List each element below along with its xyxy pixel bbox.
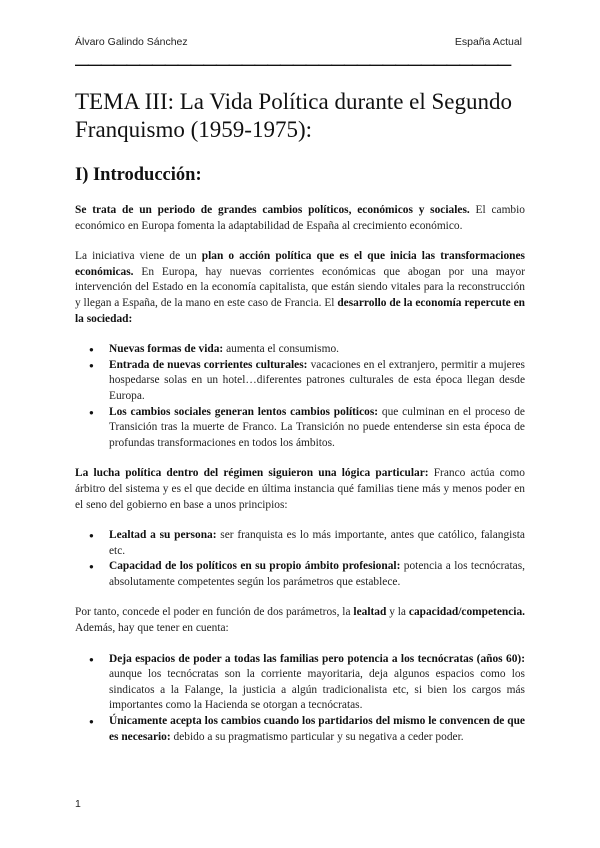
header-author: Álvaro Galindo Sánchez <box>75 36 188 48</box>
paragraph-text: Además, hay que tener en cuenta: <box>75 622 229 635</box>
list-item-text: aunque los tecnócratas son la corriente mayoritaria, deja algunos espacios como los sindicatos a la Falange, la justicia a algún tradicionalista etc, si bien los cargos más importantes como la Hacienda se otorgan a tecnócratas. <box>109 668 525 712</box>
list-item <box>89 358 525 405</box>
paragraph-bold: plan o acción política que es el que inicia las transformaciones económicas. <box>75 250 525 278</box>
list-item-bold: Nuevas formas de vida: <box>109 343 224 356</box>
paragraph-bold: capacidad/competencia. <box>408 606 525 619</box>
paragraph-text: y la <box>386 606 409 619</box>
bullet-icon: ● <box>89 360 94 370</box>
list-item-bold: Los cambios sociales generan lentos cambios políticos: <box>109 405 379 418</box>
paragraph-text: La iniciativa viene de un <box>75 250 202 263</box>
list-item <box>89 528 525 559</box>
paragraph-text: Por tanto, concede el poder en función de dos parámetros, la <box>75 606 354 619</box>
header-subject: España Actual <box>454 36 522 48</box>
list-item-bold: Deja espacios de poder a todas las familias pero potencia a los tecnócratas (años 60): <box>109 652 525 665</box>
list-item <box>89 559 525 590</box>
list-social-changes <box>75 342 525 451</box>
document-body <box>75 203 525 760</box>
paragraph-text: El cambio económico en Europa fomenta la adaptabilidad de España al crecimiento económico. <box>75 204 525 232</box>
paragraph-bold: desarrollo de la economía repercute en la sociedad: <box>75 296 525 325</box>
list-item-text: que culminan en el proceso de Transición tras la muerte de Franco. La Transición no puede entenderse sin esta época de profundas transformaciones en todos los ámbitos. <box>109 405 525 449</box>
paragraph-parameters <box>75 605 525 636</box>
paragraph-text: En Europa, hay nuevas corrientes económicas que abogan por una mayor intervención del Estado en la economía capitalista, que están siendo vitales para la reconstrucción y llegan a España, de la mano en este caso de Francia. El <box>75 265 525 309</box>
paragraph-bold: lealtad <box>353 606 387 619</box>
bullet-icon: ● <box>89 345 94 355</box>
paragraph-text: Franco actúa como árbitro del sistema y es el que decide en última instancia qué familias tiene más y menos poder en el seno del gobierno en base a unos principios: <box>75 467 525 511</box>
list-item <box>89 405 525 452</box>
paragraph-bold: Se trata de un periodo de grandes cambios políticos, económicos y sociales. <box>75 204 470 216</box>
list-item-bold: Entrada de nuevas corrientes culturales: <box>109 358 308 371</box>
page-number: 1 <box>75 798 81 810</box>
paragraph-intro <box>75 203 525 234</box>
bullet-icon: ● <box>89 531 94 541</box>
list-item-text: vacaciones en el extranjero, permitir a mujeres hospedarse solas en un hotel…diferentes patrones culturales de esta época llegan desde Europa. <box>109 358 525 402</box>
paragraph-bold: La lucha política dentro del régimen siguieron una lógica particular: <box>75 467 429 480</box>
section-heading: I) Introducción: <box>75 165 202 185</box>
list-item-bold: Lealtad a su persona: <box>109 529 217 542</box>
list-item-text: potencia a los tecnócratas, absolutamente competentes según los parámetros que establece. <box>109 560 525 588</box>
list-item-bold: Capacidad de los políticos en su propio ámbito profesional: <box>109 560 401 573</box>
header-rule: —————————————————————————————————— <box>75 57 511 71</box>
bullet-icon: ● <box>89 654 94 664</box>
list-item-bold: Únicamente acepta los cambios cuando los partidarios del mismo le convencen de que es necesario: <box>109 715 525 743</box>
list-considerations <box>75 652 525 746</box>
page-title: TEMA III: La Vida Política durante el Segundo Franquismo (1959-1975): <box>75 89 513 142</box>
list-principles <box>75 528 525 590</box>
bullet-icon: ● <box>89 717 94 727</box>
paragraph-initiative <box>75 249 525 327</box>
list-item-text: debido a su pragmatismo particular y su negativa a ceder poder. <box>170 730 464 743</box>
list-item <box>89 342 525 358</box>
paragraph-political-struggle <box>75 466 525 513</box>
list-item <box>89 652 525 714</box>
bullet-icon: ● <box>89 562 94 572</box>
list-item-text: ser franquista es lo más importante, antes que católico, falangista etc. <box>109 529 525 557</box>
list-item <box>89 714 525 745</box>
list-item-text: aumenta el consumismo. <box>223 343 339 356</box>
bullet-icon: ● <box>89 407 94 417</box>
